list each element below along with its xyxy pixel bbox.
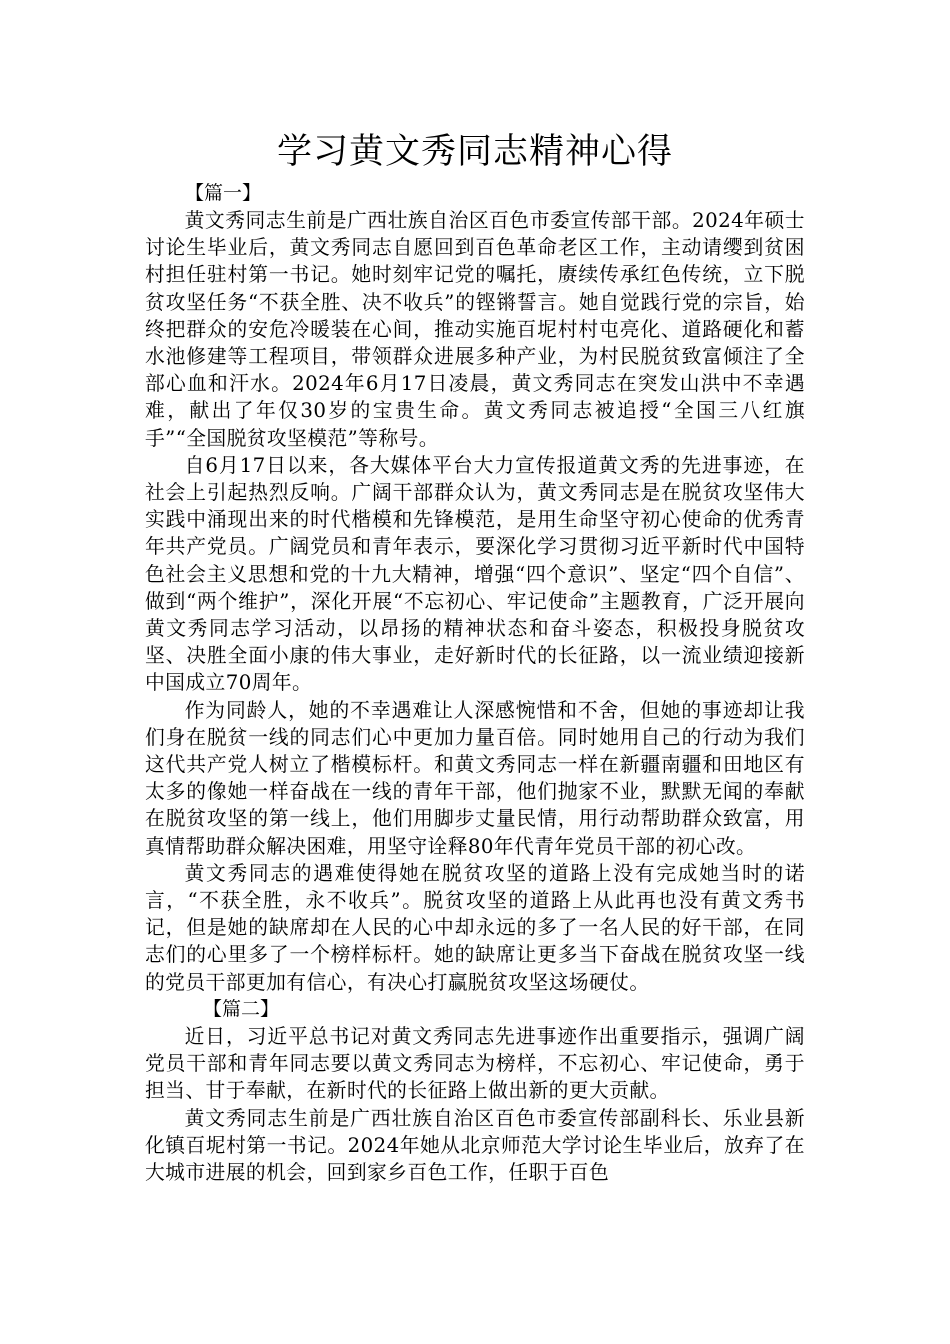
paragraph: 黄文秀同志生前是广西壮族自治区百色市委宣传部副科长、乐业县新化镇百坭村第一书记。2024年她从北京师范大学讨论生毕业后，放弃了在大城市进展的机会，回到家乡百色工作，任职于百色 [145,1106,805,1184]
paragraph: 自6月17日以来，各大媒体平台大力宣传报道黄文秀的先进事迹，在社会上引起热烈反响。广阔干部群众认为，黄文秀同志是在脱贫攻坚伟大实践中涌现出来的时代楷模和先锋模范，是用生命坚守初心使命的优秀青年共产党员。广阔党员和青年表示，要深化学习贯彻习近平新时代中国特色社会主义思想和党的十九大精神，增强“四个意识”、坚定“四个自信”、做到“两个维护”，深化开展“不忘初心、牢记使命”主题教育，广泛开展向黄文秀同志学习活动，以昂扬的精神状态和奋斗姿态，积极投身脱贫攻坚、决胜全面小康的伟大事业，走好新时代的长征路，以一流业绩迎接新中国成立70周年。 [145,453,805,695]
document-title: 学习黄文秀同志精神心得 [276,132,673,172]
section-one [145,180,805,996]
section-heading: 【篇一】 [185,182,262,204]
paragraph: 近日，习近平总书记对黄文秀同志先进事迹作出重要指示，强调广阔党员干部和青年同志要以黄文秀同志为榜样，不忘初心、牢记使命，勇于担当、甘于奉献，在新时代的长征路上做出新的更大贡献。 [145,1024,805,1103]
section-heading: 【篇二】 [203,997,280,1020]
section-two [145,996,805,1186]
paragraph: 黄文秀同志生前是广西壮族自治区百色市委宣传部干部。2024年硕士讨论生毕业后，黄文秀同志自愿回到百色革命老区工作，主动请缨到贫困村担任驻村第一书记。她时刻牢记党的嘱托，赓续传承红色传统，立下脱贫攻坚任务“不获全胜、决不收兵”的铿锵誓言。她自觉践行党的宗旨，始终把群众的安危冷暖装在心间，推动实施百坭村村屯亮化、道路硬化和蓄水池修建等工程项目，带领群众进展多种产业，为村民脱贫致富倾注了全部心血和汗水。2024年6月17日凌晨，黄文秀同志在突发山洪中不幸遇难，献出了年仅30岁的宝贵生命。黄文秀同志被追授“全国三八红旗手”“全国脱贫攻坚模范”等称号。 [145,209,805,450]
paragraph: 黄文秀同志的遇难使得她在脱贫攻坚的道路上没有完成她当时的诺言，“不获全胜，永不收兵”。脱贫攻坚的道路上从此再也没有黄文秀书记，但是她的缺席却在人民的心中却永远的多了一名人民的好干部，在同志们的心里多了一个榜样标杆。她的缺席让更多当下奋战在脱贫攻坚一线的党员干部更加有信心，有决心打赢脱贫攻坚这场硬仗。 [145,861,805,994]
document-page [145,130,805,1186]
paragraph: 作为同龄人，她的不幸遇难让人深感惋惜和不舍，但她的事迹却让我们身在脱贫一线的同志们心中更加力量百倍。同时她用自己的行动为我们这代共产党人树立了楷模标杆。和黄文秀同志一样在新疆南疆和田地区有太多的像她一样奋战在一线的青年干部，他们抛家不业，默默无闻的奉献在脱贫攻坚的第一线上，他们用脚步丈量民情，用行动帮助群众致富，用真情帮助群众解决困难，用坚守诠释80年代青年党员干部的初心改。 [145,698,805,858]
